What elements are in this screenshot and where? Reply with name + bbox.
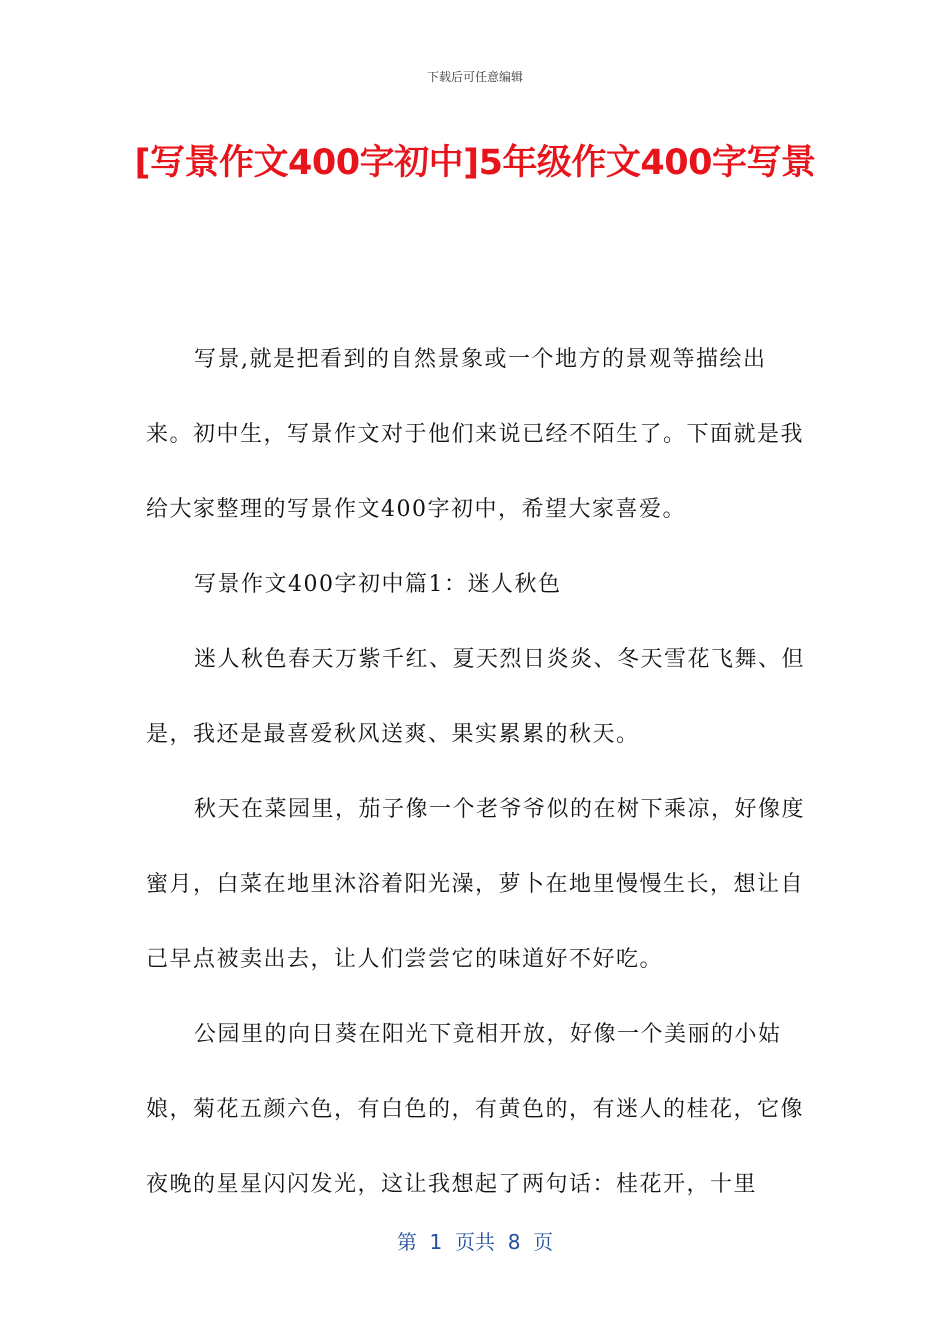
paragraph-autumn-intro: 迷人秋色春天万紫千红、夏天烈日炎炎、冬天雪花飞舞、但是，我还是最喜爱秋风送爽、果实累累的秋天。 bbox=[146, 647, 806, 747]
paragraph-intro: 写景,就是把看到的自然景象或一个地方的景观等描绘出来。初中生，写景作文对于他们来说已经不陌生了。下面就是我给大家整理的写景作文400字初中，希望大家喜爱。 bbox=[146, 347, 805, 522]
header-note: 下载后可任意编辑 bbox=[426, 70, 523, 84]
document-body bbox=[146, 322, 806, 1222]
paragraph-vegetable-garden: 秋天在菜园里，茄子像一个老爷爷似的在树下乘凉，好像度蜜月，白菜在地里沐浴着阳光澡，萝卜在地里慢慢生长，想让自己早点被卖出去，让人们尝尝它的味道好不好吃。 bbox=[146, 797, 806, 972]
paragraph-section-heading: 写景作文400字初中篇1：迷人秋色 bbox=[194, 572, 562, 597]
page-number-footer: 第 1 页共 8 页 bbox=[396, 1230, 554, 1254]
paragraph-park: 公园里的向日葵在阳光下竟相开放，好像一个美丽的小姑娘，菊花五颜六色，有白色的，有黄色的，有迷人的桂花，它像夜晚的星星闪闪发光，这让我想起了两句话：桂花开，十里 bbox=[146, 1022, 805, 1197]
document-title: [写景作文400字初中]5年级作文400字写景 bbox=[134, 143, 816, 183]
